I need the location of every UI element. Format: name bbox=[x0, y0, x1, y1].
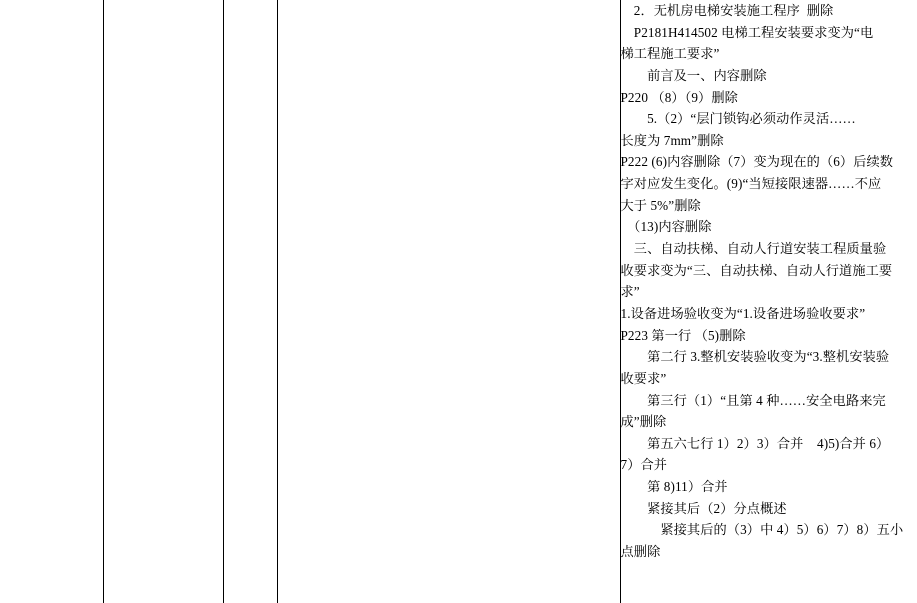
content-line: 5.（2）“层门锁钩必须动作灵活…… bbox=[620, 111, 856, 127]
content-line-list bbox=[621, 0, 917, 563]
content-line: 收要求变为“三、自动扶梯、自动人行道施工要 bbox=[620, 262, 893, 278]
content-line: P222 (6)内容删除（7）变为现在的（6）后续数 bbox=[620, 154, 894, 170]
content-line: 第 8)11）合并 bbox=[620, 479, 728, 495]
content-line: P2181H414502 电梯工程安装要求变为“电 bbox=[620, 24, 874, 40]
table-cell-col3 bbox=[223, 0, 277, 603]
content-line: P220 （8）（9）删除 bbox=[620, 89, 738, 105]
content-line: 收要求” bbox=[620, 370, 667, 386]
content-line: 1.设备进场验收变为“1.设备进场验收要求” bbox=[620, 305, 866, 321]
table-cell-content bbox=[620, 0, 917, 603]
content-line: 成”删除 bbox=[620, 414, 667, 430]
content-line: 第三行（1）“且第 4 种……安全电路来完 bbox=[620, 392, 886, 408]
table-cell-col1 bbox=[0, 0, 103, 603]
content-line: 点删除 bbox=[620, 544, 661, 560]
content-line: 第五六七行 1）2）3）合并 4)5)合并 6） bbox=[620, 435, 890, 451]
table-cell-col2 bbox=[103, 0, 223, 603]
content-line: 2．无机房电梯安装施工程序 删除 bbox=[620, 3, 834, 18]
table-cell-col4 bbox=[277, 0, 620, 603]
content-line: 求” bbox=[620, 284, 640, 300]
content-line: （13)内容删除 bbox=[620, 219, 712, 235]
content-line: 第二行 3.整机安装验收变为“3.整机安装验 bbox=[620, 349, 890, 365]
content-line: 紧接其后的（3）中 4）5）6）7）8）五小 bbox=[620, 522, 904, 538]
content-line: 紧接其后（2）分点概述 bbox=[620, 500, 787, 516]
content-line: 字对应发生变化。(9)“当短接限速器……不应 bbox=[620, 176, 882, 192]
content-line: 7）合并 bbox=[620, 457, 668, 473]
content-line: 梯工程施工要求” bbox=[620, 46, 720, 62]
content-line: 长度为 7mm”删除 bbox=[620, 132, 724, 148]
content-line: 三、自动扶梯、自动人行道安装工程质量验 bbox=[620, 241, 887, 257]
content-line: 前言及一、内容删除 bbox=[620, 67, 767, 83]
content-line: 大于 5%”删除 bbox=[620, 197, 701, 213]
content-line: P223 第一行 （5)删除 bbox=[620, 327, 746, 343]
